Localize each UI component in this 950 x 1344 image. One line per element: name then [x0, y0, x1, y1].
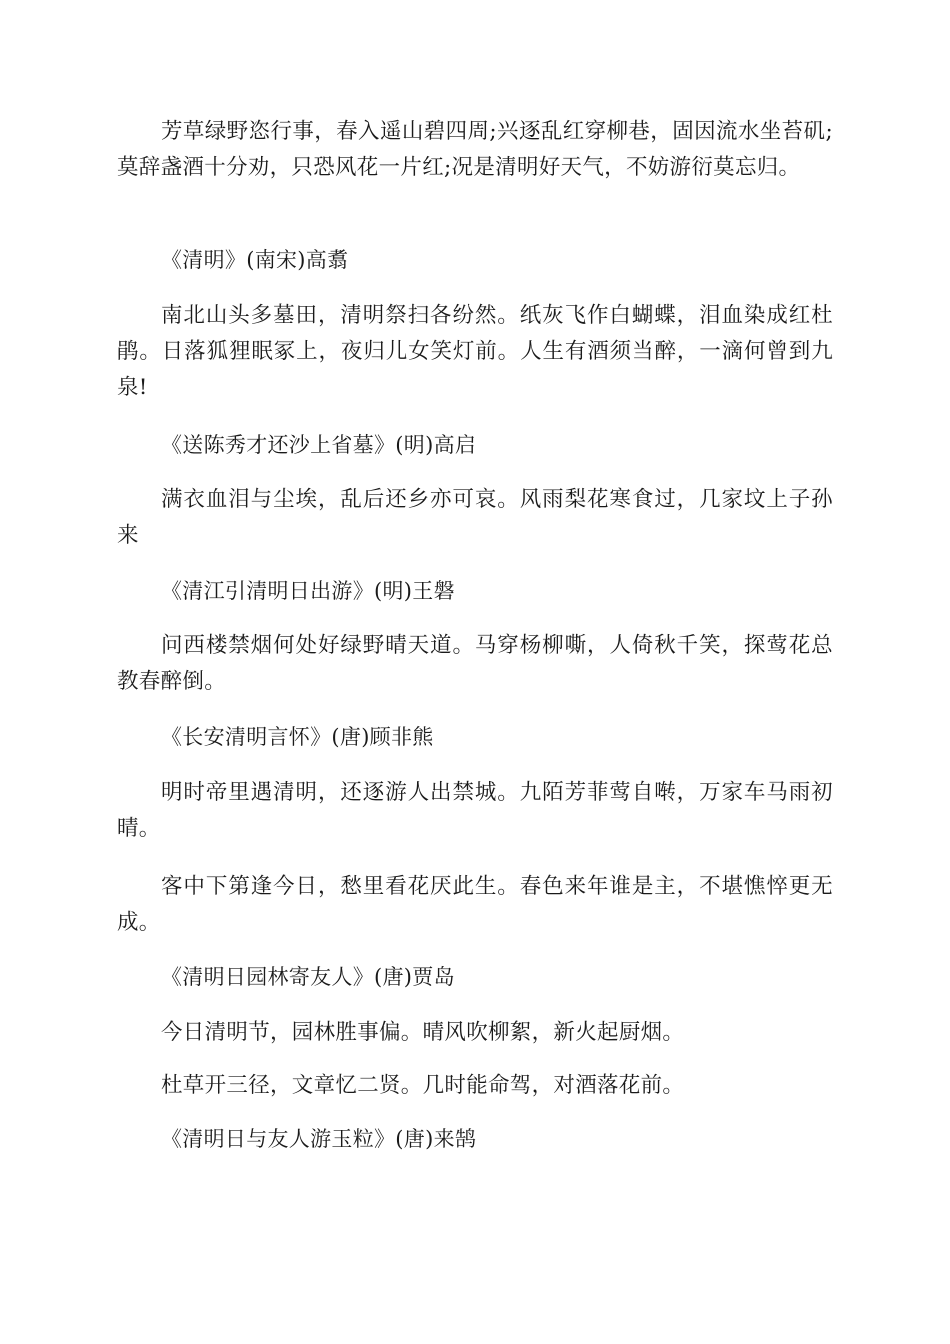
poem-title: 《清江引清明日出游》(明)王磐	[161, 579, 455, 603]
poem-title: 《清明》(南宋)高翥	[161, 248, 349, 272]
poem-title: 《清明日园林寄友人》(唐)贾岛	[161, 965, 455, 989]
poem-text: 问西楼禁烟何处好绿野晴天道。马穿杨柳嘶，人倚秋千笑，探莺花总教春醉倒。	[117, 633, 833, 694]
poem-title: 《送陈秀才还沙上省墓》(明)高启	[161, 433, 477, 457]
poem-text: 杜草开三径，文章忆二贤。几时能命驾，对酒落花前。	[161, 1073, 685, 1098]
poem-title: 《清明日与友人游玉粒》(唐)来鹄	[161, 1127, 477, 1151]
poem-text: 客中下第逢今日，愁里看花厌此生。春色来年谁是主，不堪憔悴更无成。	[117, 874, 833, 935]
poem-text: 满衣血泪与尘埃，乱后还乡亦可哀。风雨梨花寒食过，几家坟上子孙来	[117, 487, 833, 548]
poem-title: 《长安清明言怀》(唐)顾非熊	[161, 725, 434, 749]
poem-text: 南北山头多墓田，清明祭扫各纷然。纸灰飞作白蝴蝶，泪血染成红杜鹃。日落狐狸眠冢上，夜归儿女笑灯前。人生有酒须当醉，一滴何曾到九泉!	[117, 303, 833, 400]
poem-text: 今日清明节，园林胜事偏。晴风吹柳絮，新火起厨烟。	[161, 1020, 685, 1045]
poem-text: 明时帝里遇清明，还逐游人出禁城。九陌芳菲莺自啭，万家车马雨初晴。	[117, 780, 833, 841]
poem-text: 芳草绿野恣行事，春入遥山碧四周;兴逐乱红穿柳巷，固因流水坐苔矶;莫辞盏酒十分劝，只恐风花一片红;况是清明好天气，不妨游衍莫忘归。	[117, 119, 833, 180]
